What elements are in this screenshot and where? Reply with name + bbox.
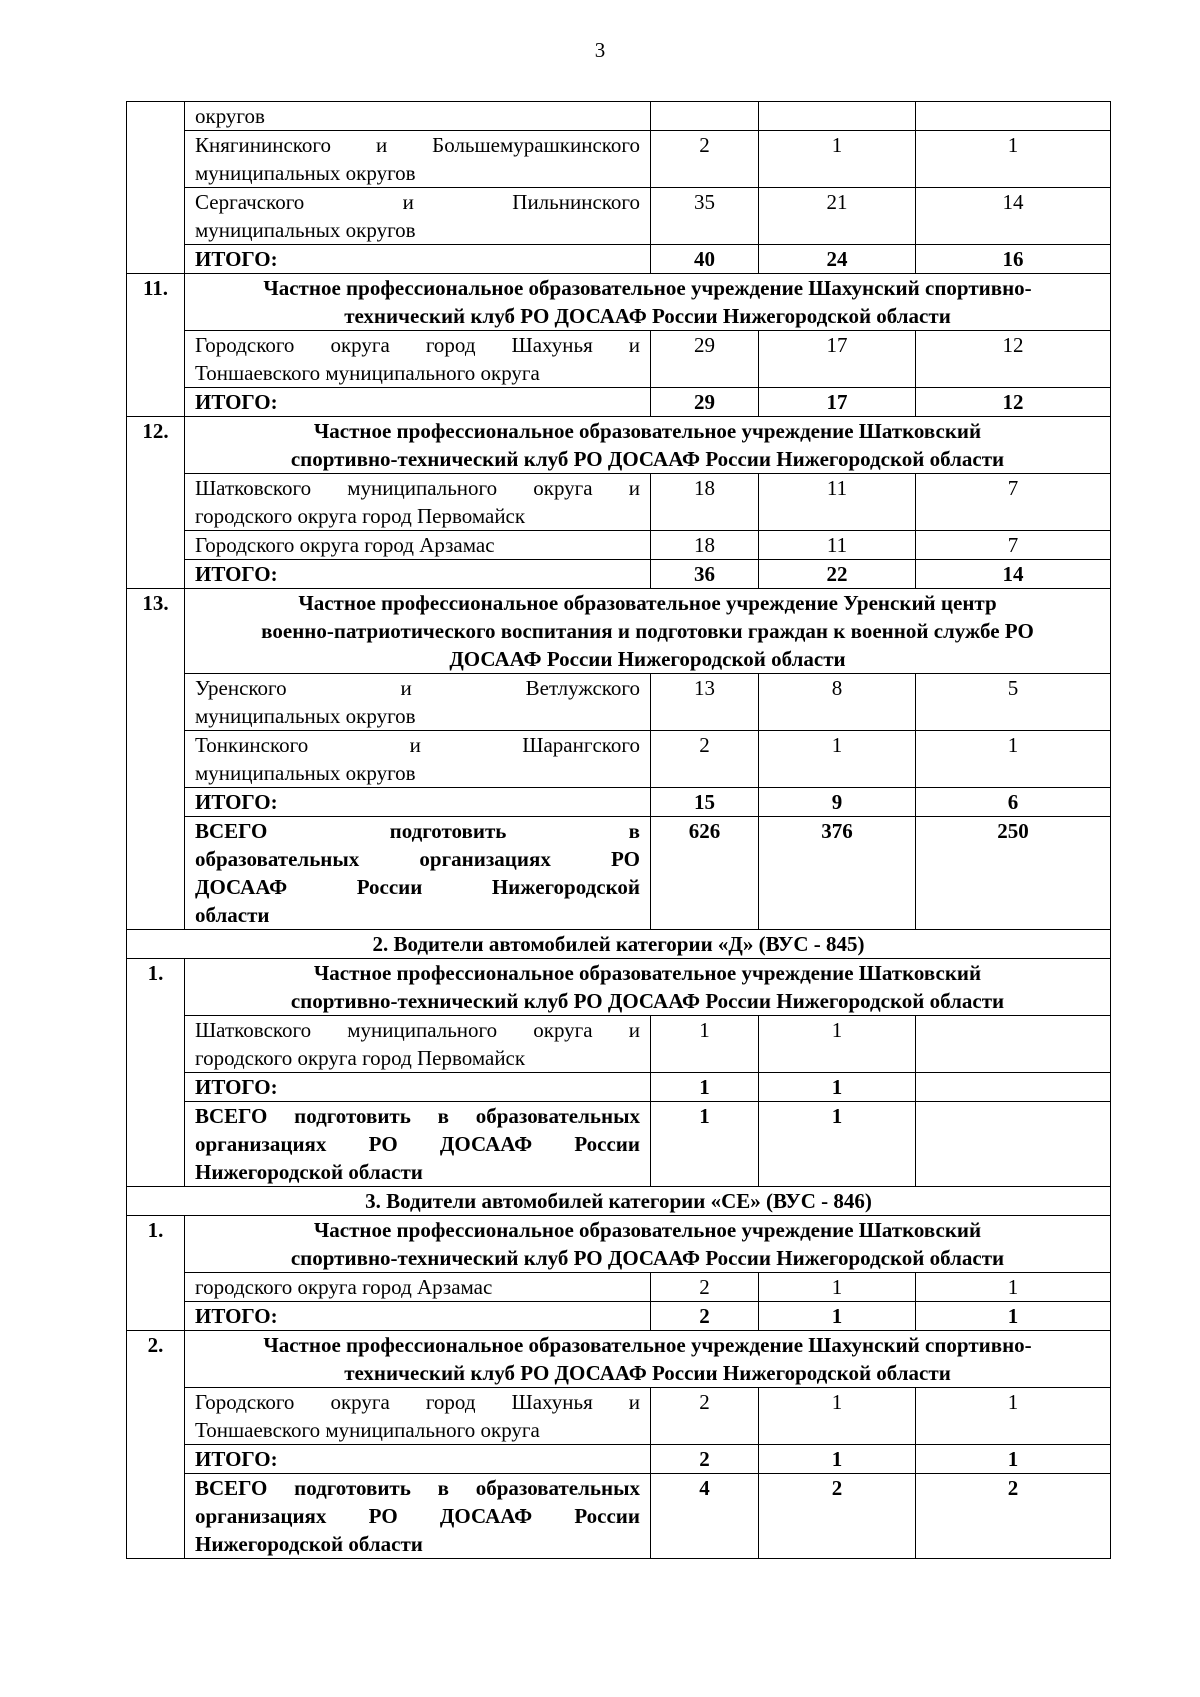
first-stream-count: 17 [759,331,916,388]
table-body [127,102,1111,1559]
district-name [185,102,651,131]
district-name [185,474,651,531]
district-name-line: Шатковского муниципального округа и [195,476,640,500]
grand-total-line: организациях РО ДОСААФ России [195,1504,640,1528]
organization-name-line: Частное профессиональное образовательное учреждение Уренский центр [298,591,997,615]
first-stream-count: 9 [759,788,916,817]
total-count: 2 [651,1388,759,1445]
total-count: 2 [651,731,759,788]
district-row [127,531,1111,560]
grand-total-label [185,1102,651,1187]
organization-name [185,589,1111,674]
total-count: 2 [651,131,759,188]
total-label: ИТОГО: [185,788,651,817]
organization-name-line: спортивно-технический клуб РО ДОСААФ России Нижегородской области [290,989,1005,1013]
second-stream-count: 250 [916,817,1111,930]
district-name-line: городского округа город Первомайск [195,1046,526,1070]
district-name-line: Тоншаевского муниципального округа [195,361,540,385]
district-name-line: муниципальных округов [195,218,416,242]
district-name-line: городского округа город Первомайск [195,504,526,528]
first-stream-count: 1 [759,131,916,188]
total-label: ИТОГО: [185,245,651,274]
district-name-line: муниципальных округов [195,161,416,185]
first-stream-count: 376 [759,817,916,930]
organization-row [127,1216,1111,1273]
total-count: 2 [651,1302,759,1331]
total-count: 15 [651,788,759,817]
organization-row [127,1331,1111,1388]
organization-row [127,417,1111,474]
total-count: 626 [651,817,759,930]
district-name [185,188,651,245]
organization-name [185,1331,1111,1388]
second-stream-count: 1 [916,1302,1111,1331]
district-name-line: Шатковского муниципального округа и [195,1018,640,1042]
total-count: 18 [651,531,759,560]
district-row [127,331,1111,388]
organization-name-line: военно-патриотического воспитания и подготовки граждан к военной службе РО [261,619,1034,643]
second-stream-count: 7 [916,474,1111,531]
grand-total-row [127,1102,1111,1187]
org-number: 12. [127,417,185,589]
total-count: 40 [651,245,759,274]
district-row [127,1016,1111,1073]
organization-name [185,1216,1111,1273]
first-stream-count: 1 [759,1388,916,1445]
district-name-line: муниципальных округов [195,704,416,728]
total-count: 29 [651,388,759,417]
second-stream-count [916,1016,1111,1073]
first-stream-count: 21 [759,188,916,245]
section-header-row [127,930,1111,959]
organization-name-line: спортивно-технический клуб РО ДОСААФ России Нижегородской области [290,447,1005,471]
section-header-row [127,1187,1111,1216]
grand-total-line: образовательных организациях РО [195,847,640,871]
district-name-line: муниципальных округов [195,761,416,785]
first-stream-count: 1 [759,1102,916,1187]
second-stream-count: 1 [916,1445,1111,1474]
first-stream-count: 1 [759,1016,916,1073]
district-name-line: Городского округа город Шахунья и [195,1390,640,1414]
allocation-table [126,101,1111,1559]
first-stream-count: 11 [759,474,916,531]
organization-name [185,274,1111,331]
first-stream-count [759,102,916,131]
district-name-line: Городского округа город Арзамас [195,533,495,557]
total-label: ИТОГО: [185,560,651,589]
district-name-line: городского округа город Арзамас [195,1275,493,1299]
total-count: 35 [651,188,759,245]
second-stream-count: 14 [916,188,1111,245]
district-row [127,1273,1111,1302]
second-stream-count: 16 [916,245,1111,274]
org-number: 1. [127,1216,185,1331]
org-number: 11. [127,274,185,417]
total-row [127,388,1111,417]
organization-name-line: спортивно-технический клуб РО ДОСААФ России Нижегородской области [290,1246,1005,1270]
org-number: 2. [127,1331,185,1559]
district-name [185,674,651,731]
grand-total-row [127,1474,1111,1559]
district-name [185,1273,651,1302]
total-count: 2 [651,1445,759,1474]
second-stream-count [916,1073,1111,1102]
second-stream-count: 5 [916,674,1111,731]
second-stream-count: 2 [916,1474,1111,1559]
second-stream-count: 1 [916,1388,1111,1445]
district-name [185,1016,651,1073]
district-name-line: Сергачского и Пильнинского [195,190,640,214]
second-stream-count: 14 [916,560,1111,589]
total-row [127,1302,1111,1331]
section-title: 3. Водители автомобилей категории «СЕ» (ВУС - 846) [127,1187,1111,1216]
grand-total-line: организациях РО ДОСААФ России [195,1132,640,1156]
second-stream-count: 1 [916,131,1111,188]
district-row [127,131,1111,188]
total-count: 36 [651,560,759,589]
first-stream-count: 1 [759,731,916,788]
organization-name [185,417,1111,474]
organization-name-line: технический клуб РО ДОСААФ России Нижегородской области [344,1361,951,1385]
second-stream-count: 12 [916,388,1111,417]
org-number: 1. [127,959,185,1187]
grand-total-label [185,1474,651,1559]
organization-row [127,959,1111,1016]
second-stream-count: 7 [916,531,1111,560]
total-count: 1 [651,1073,759,1102]
grand-total-label [185,817,651,930]
org-number [127,102,185,274]
total-label: ИТОГО: [185,1302,651,1331]
total-count: 13 [651,674,759,731]
organization-name-line: ДОСААФ России Нижегородской области [449,647,846,671]
total-count [651,102,759,131]
total-row [127,560,1111,589]
first-stream-count: 11 [759,531,916,560]
district-name-line: Уренского и Ветлужского [195,676,640,700]
organization-name-line: Частное профессиональное образовательное учреждение Шахунский спортивно- [263,276,1032,300]
total-row [127,788,1111,817]
district-name [185,331,651,388]
second-stream-count: 1 [916,731,1111,788]
grand-total-line: ВСЕГО подготовить в образовательных [195,1104,640,1128]
total-label: ИТОГО: [185,388,651,417]
total-count: 29 [651,331,759,388]
grand-total-line: ДОСААФ России Нижегородской [195,875,640,899]
second-stream-count [916,1102,1111,1187]
grand-total-line: Нижегородской области [195,1532,423,1556]
organization-name-line: технический клуб РО ДОСААФ России Нижегородской области [344,304,951,328]
second-stream-count [916,102,1111,131]
grand-total-line: Нижегородской области [195,1160,423,1184]
total-label: ИТОГО: [185,1073,651,1102]
district-name [185,531,651,560]
organization-name-line: Частное профессиональное образовательное учреждение Шатковский [313,1218,982,1242]
district-row [127,474,1111,531]
grand-total-line: области [195,903,270,927]
org-number: 13. [127,589,185,930]
organization-name-line: Частное профессиональное образовательное учреждение Шатковский [313,419,982,443]
second-stream-count: 6 [916,788,1111,817]
organization-name [185,959,1111,1016]
district-row [127,1388,1111,1445]
page-number: 3 [594,38,606,62]
first-stream-count: 1 [759,1273,916,1302]
district-name [185,131,651,188]
total-count: 18 [651,474,759,531]
district-name-line: Тонкинского и Шарангского [195,733,640,757]
first-stream-count: 8 [759,674,916,731]
first-stream-count: 1 [759,1073,916,1102]
grand-total-line: ВСЕГО подготовить в образовательных [195,1476,640,1500]
organization-name-line: Частное профессиональное образовательное учреждение Шахунский спортивно- [263,1333,1032,1357]
district-name-line: Городского округа город Шахунья и [195,333,640,357]
total-row [127,1445,1111,1474]
second-stream-count: 1 [916,1273,1111,1302]
total-row [127,1073,1111,1102]
first-stream-count: 2 [759,1474,916,1559]
grand-total-line: ВСЕГО подготовить в [195,819,640,843]
second-stream-count: 12 [916,331,1111,388]
total-row [127,245,1111,274]
first-stream-count: 1 [759,1302,916,1331]
total-count: 2 [651,1273,759,1302]
total-count: 1 [651,1016,759,1073]
grand-total-row [127,817,1111,930]
first-stream-count: 22 [759,560,916,589]
first-stream-count: 24 [759,245,916,274]
district-row [127,731,1111,788]
first-stream-count: 1 [759,1445,916,1474]
total-label: ИТОГО: [185,1445,651,1474]
organization-row [127,274,1111,331]
district-name [185,731,651,788]
first-stream-count: 17 [759,388,916,417]
district-row [127,102,1111,131]
organization-name-line: Частное профессиональное образовательное учреждение Шатковский [313,961,982,985]
total-count: 1 [651,1102,759,1187]
section-title: 2. Водители автомобилей категории «Д» (ВУС - 845) [127,930,1111,959]
organization-row [127,589,1111,674]
total-count: 4 [651,1474,759,1559]
district-name-line: округов [195,104,265,128]
district-name-line: Тоншаевского муниципального округа [195,1418,540,1442]
district-row [127,188,1111,245]
district-name [185,1388,651,1445]
district-name-line: Княгининского и Большемурашкинского [195,133,640,157]
district-row [127,674,1111,731]
